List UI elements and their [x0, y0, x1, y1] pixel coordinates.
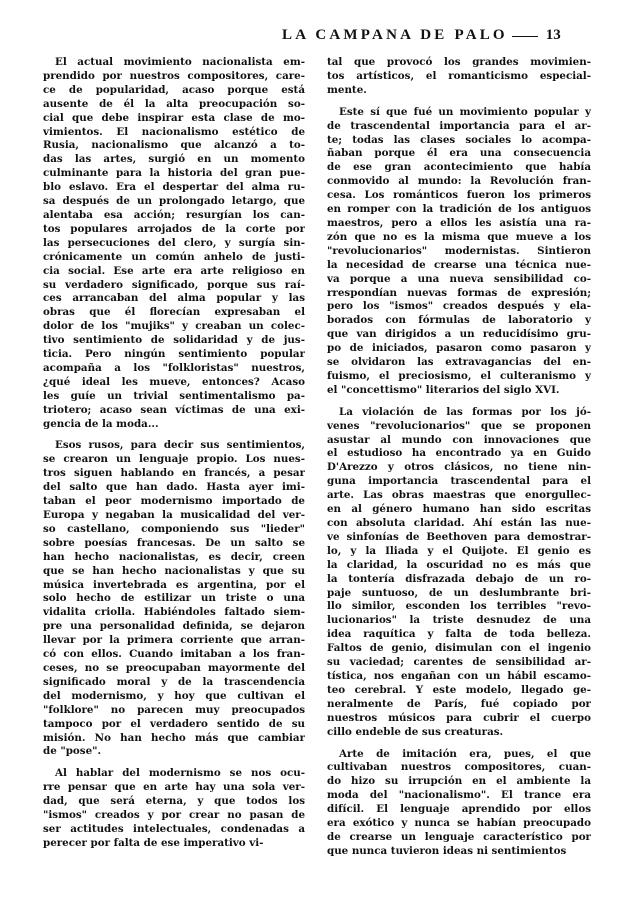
text-line: Esos rusos, para decir sus sentimientos, — [55, 439, 305, 452]
text-line: significado moral y de la trascendencia — [43, 675, 305, 688]
text-line: la necesidad de crearse una técnica nue- — [327, 258, 591, 271]
text-line: Rusia, nacionalismo que alcanzó a to- — [43, 139, 305, 152]
text-line: crónicamente un común anhelo de justi- — [43, 250, 305, 263]
running-header — [282, 27, 600, 44]
text-line: blo eslavo. Era el despertar del alma ru- — [43, 181, 305, 194]
paragraph — [43, 56, 305, 431]
text-line: dad, que será eterna, y que todos los — [43, 795, 305, 808]
text-line: ve sinfonías de Beethoven para demostrar- — [327, 530, 591, 543]
text-line: mente. — [327, 83, 367, 96]
text-line: que se han hecho nacionalistas y que su — [43, 564, 305, 577]
text-line: era exótico y nunca se habían preocupado — [327, 817, 591, 830]
text-line: cultivaban nuestros compositores, cuan- — [327, 761, 591, 774]
text-line: arte. Las obras maestras que enorgullec- — [327, 489, 591, 502]
text-line: asustar al mundo con innovaciones que — [327, 433, 591, 446]
text-line: cesa. Los románticos fueron los primeros — [327, 189, 591, 202]
text-line: sobre poesías francesas. De un salto se — [43, 536, 305, 549]
text-line: en al género humano han sido escritas — [327, 503, 591, 516]
text-line: del salto que han dado. Hasta ayer imi- — [43, 481, 305, 494]
text-line: ce de popularidad, acaso porque está — [43, 83, 305, 96]
text-line: misión. No han hecho más que cambiar — [43, 731, 305, 744]
text-line: ceses, no se preocupaban mayormente del — [43, 661, 305, 674]
text-line: po de iniciados, pasaron como pasaron y — [327, 342, 591, 355]
text-line: su verdadero significado, porque sus raí- — [43, 278, 305, 291]
text-line: les guíe un trivial sentimentalismo pa- — [43, 389, 305, 402]
text-line: rrespondían nuevas formas de expresión; — [327, 286, 591, 299]
text-line: culminante para la historia del gran pue- — [43, 167, 305, 180]
text-line: de "pose". — [43, 745, 102, 758]
text-line: tivo sentimiento de solidaridad y de jus- — [43, 334, 305, 347]
left-column — [43, 56, 305, 859]
text-line: conmovido al mundo: la Revolución fran- — [327, 175, 591, 188]
text-line: alentaba esa acción; resurgían los can- — [43, 208, 305, 221]
text-line: en romper con la tradición de los antiguos — [327, 203, 591, 216]
right-column — [327, 56, 591, 867]
text-line: Arte de imitación era, pues, el que — [339, 747, 591, 760]
text-line: tampoco por el verdadero sentido de su — [43, 717, 305, 730]
text-line: ñaban porque él era una consecuencia — [327, 147, 591, 160]
text-line: llo similor, esconden los terribles "revo- — [327, 600, 591, 613]
text-line: difícil. El lenguaje aprendido por ellos — [327, 803, 591, 816]
paragraph — [327, 748, 591, 859]
text-line: das las artes, surgió en un momento — [43, 153, 305, 166]
text-line: solo hecho de estilizar un triste o una — [43, 592, 305, 605]
text-line: de crearse un lenguaje característico por — [327, 830, 591, 843]
text-line: pre una personalidad definida, se dejaron — [43, 620, 305, 633]
text-line: el "concettismo" literarios del siglo XVI. — [327, 383, 560, 396]
text-line: "ismos" creados y por crear no pasan de — [43, 809, 305, 822]
paragraph — [327, 106, 591, 398]
text-line: de trascendental importancia para el ar- — [327, 119, 591, 132]
journal-title: LA CAMPANA DE PALO — [282, 27, 508, 43]
text-line: La violación de las formas por los jó- — [339, 405, 591, 418]
text-line: el estudioso ha encontrado ya en Guido — [327, 447, 591, 460]
text-line: las persecuciones del clero, y surgía sin- — [43, 236, 305, 249]
text-line: su vaciedad; carentes de sensibilidad ar- — [327, 656, 591, 669]
header-rule — [512, 36, 538, 37]
text-line: ausente de él la alta preocupación so- — [43, 97, 305, 110]
text-line: gencia de la moda... — [43, 417, 159, 430]
text-line: idea raquítica y falta de toda belleza. — [327, 628, 591, 641]
text-line: vidalita criolla. Habiéndoles faltado siem- — [43, 606, 305, 619]
text-line: Faltos de genio, disimulan con el ingenio — [327, 642, 591, 655]
text-line: El actual movimiento nacionalista em- — [55, 56, 305, 68]
text-line: han hecho nacionalistas, es decir, creen — [43, 550, 305, 563]
text-line: triotero; acaso sean víctimas de una exi- — [43, 403, 305, 416]
text-line: acompaña a los "folkloristas" nuestros, — [43, 361, 305, 374]
text-line: ser actitudes intelectuales, condenadas a — [43, 822, 305, 835]
text-line: del modernismo, y hoy que cultivan el — [43, 689, 305, 702]
text-line: va porque a una nueva sensibilidad co- — [327, 272, 591, 285]
text-line: música invertebrada es argentina, por el — [43, 578, 305, 591]
text-line: do hizo su irrupción en el ambiente la — [327, 775, 591, 788]
text-line: la tontería disfrazada debajo de un ro- — [327, 572, 591, 585]
text-line: ¿qué ideal les mueve, entonces? Acaso — [43, 375, 305, 388]
text-line: cillo endeble de sus creaturas. — [327, 725, 504, 738]
text-line: venes "revolucionarios" que se proponen — [327, 419, 591, 432]
text-line: tros siguen hablando en francés, a pesar — [43, 467, 305, 480]
text-line: "folklore" no parecen muy preocupados — [43, 703, 305, 716]
text-line: lo, y la Iliada y el Quijote. El genio es — [327, 544, 591, 557]
text-line: "revolucionarios" modernistas. Sintieron — [327, 244, 591, 257]
text-line: perecer por falta de ese imperativo vi- — [43, 836, 264, 849]
paragraph — [327, 56, 591, 98]
text-line: Europa y negaban la musicalidad del ver- — [43, 509, 305, 521]
text-line: llevar por la primera corriente que arran- — [43, 634, 305, 647]
text-line: se olvidaron las extravagancias del en- — [327, 356, 591, 369]
text-line: teo cerebral. Y este modelo, llegado ge- — [327, 683, 591, 696]
text-line: vimientos. El nacionalismo estético de — [43, 125, 305, 138]
text-line: taban el peor modernismo importado de — [43, 495, 305, 508]
text-line: que nunca tuvieron ideas ni sentimientos — [327, 844, 567, 857]
text-line: fuismo, el preciosismo, el culteranismo y — [327, 369, 591, 382]
text-line: tos populares arrojados de la corte por — [43, 222, 305, 235]
text-line: neralmente de París, fué copiado por — [327, 697, 591, 710]
text-line: cial que debe inspirar esta clase de mo- — [43, 111, 305, 124]
text-line: prendido por nuestros compositores, care- — [43, 69, 305, 82]
text-line: zón que no es la misma que mueve a los — [327, 230, 591, 243]
text-line: tos artísticos, el romanticismo especial- — [327, 69, 591, 82]
text-line: sa después de un prolongado letargo, que — [43, 195, 305, 208]
text-line: pero los "ismos" creados después y ela- — [327, 300, 591, 313]
text-line: ticia. Pero ningún sentimiento popular — [43, 348, 305, 361]
text-line: ces arrancaban del alma popular y las — [43, 292, 305, 305]
paragraph — [327, 406, 591, 740]
text-line: se crearon un lenguaje propio. Los nues- — [43, 453, 305, 466]
text-line: rre pensar que en arte hay una sola ver- — [43, 781, 305, 794]
text-line: tal que provocó los grandes movimien- — [327, 56, 591, 68]
text-line: con absoluta claridad. Ahí están las nue- — [327, 517, 591, 529]
text-line: có con ellos. Cuando imitaban a los fran- — [43, 648, 305, 661]
text-line: Al hablar del modernismo se nos ocu- — [55, 767, 305, 780]
text-line: borados con fórmulas de laboratorio y — [327, 314, 591, 327]
text-line: de ese gran acontecimiento que había — [327, 161, 591, 174]
text-line: guna importancia trascendental para el — [327, 475, 591, 488]
text-line: obras que él florecían expresaban el — [43, 306, 305, 319]
text-line: D'Arezzo y otros clásicos, no tiene nin- — [327, 461, 591, 474]
text-line: Este sí que fué un movimiento popular y — [339, 105, 591, 118]
text-line: cia social. Ese arte era arte religioso en — [43, 264, 305, 277]
text-line: maestros, pero a ellos les asistía una ra- — [327, 216, 591, 229]
paragraph — [43, 767, 305, 850]
text-line: paje suntuoso, de un deslumbrante bri- — [327, 586, 591, 599]
text-line: so castellano, componiendo sus "lieder" — [43, 522, 305, 535]
text-line: dolor de los "mujiks" y creaban un colec- — [43, 320, 305, 333]
text-line: te; todas las clases sociales lo acompa- — [327, 133, 591, 146]
paragraph — [43, 439, 305, 759]
text-line: tística, nos engañan con un hábil escamo- — [327, 669, 591, 682]
text-line: que van dirigidos a un reducidísimo gru- — [327, 328, 591, 341]
text-line: moda del "nacionalismo". El trance era — [327, 789, 591, 802]
text-line: nuestros músicos para cubrir el cuerpo — [327, 711, 591, 724]
text-line: la claridad, la oscuridad no es más que — [327, 558, 591, 571]
text-line: lucionarios" la triste desnudez de una — [327, 614, 591, 627]
page-number: 13 — [545, 27, 561, 43]
